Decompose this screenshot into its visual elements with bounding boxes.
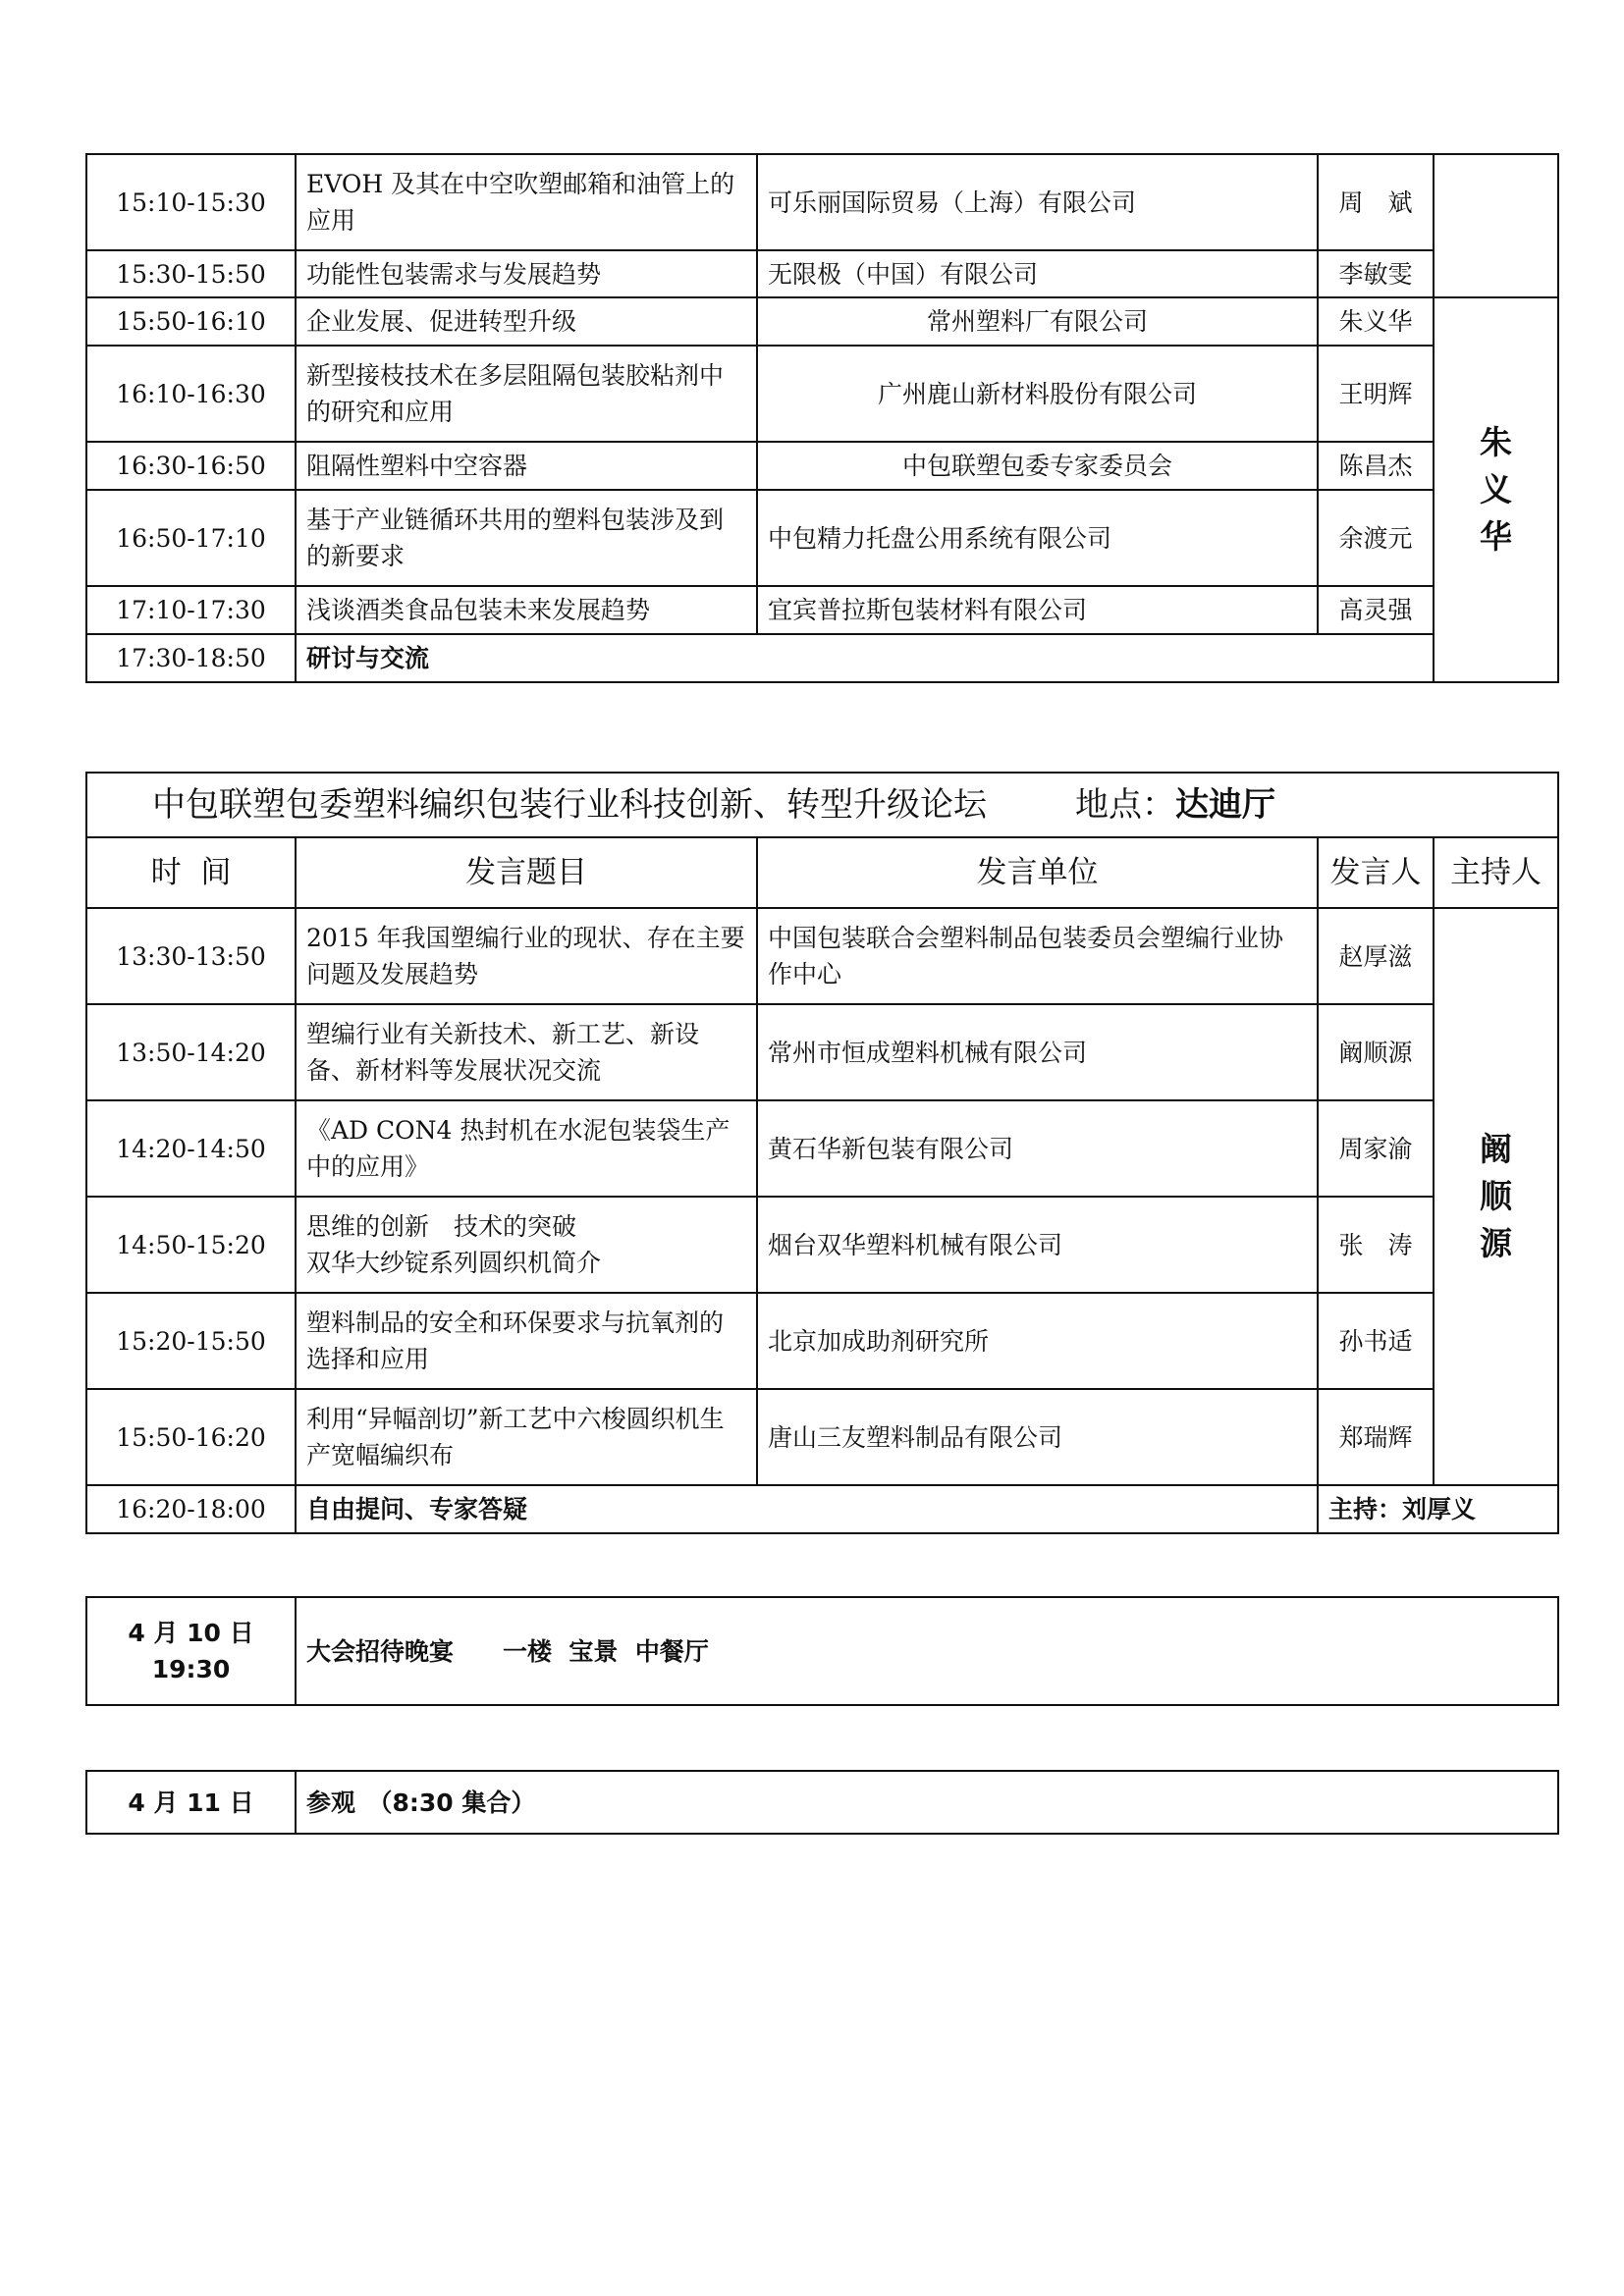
- topic-cell: 企业发展、促进转型升级: [296, 297, 757, 346]
- topic-line-1: 思维的创新 技术的突破: [306, 1212, 577, 1241]
- time-cell: 17:10-17:30: [86, 586, 296, 634]
- org-cell: 中国包装联合会塑料制品包装委员会塑编行业协作中心: [757, 908, 1318, 1004]
- time-cell: 13:50-14:20: [86, 1004, 296, 1100]
- org-cell: 常州市恒成塑料机械有限公司: [757, 1004, 1318, 1100]
- topic-cell: 浅谈酒类食品包装未来发展趋势: [296, 586, 757, 634]
- time-cell: 15:50-16:20: [86, 1389, 296, 1485]
- venue-label: 地点：: [1075, 784, 1175, 825]
- topic-cell: 塑料制品的安全和环保要求与抗氧剂的选择和应用: [296, 1293, 757, 1389]
- time-cell: 16:30-16:50: [86, 442, 296, 490]
- header-host: 主持人: [1434, 837, 1558, 908]
- speaker-cell: 阚顺源: [1318, 1004, 1434, 1100]
- speaker-cell: 张 涛: [1318, 1197, 1434, 1293]
- time-cell: 15:20-15:50: [86, 1293, 296, 1389]
- org-cell: 常州塑料厂有限公司: [757, 297, 1318, 346]
- org-cell: 中包联塑包委专家委员会: [757, 442, 1318, 490]
- time-cell: 16:20-18:00: [86, 1485, 296, 1533]
- discussion-label: 研讨与交流: [296, 634, 1434, 682]
- banquet-datetime: [86, 1597, 296, 1705]
- venue: 达迪厅: [1175, 784, 1275, 825]
- banquet-table: [85, 1596, 1559, 1706]
- org-cell: 烟台双华塑料机械有限公司: [757, 1197, 1318, 1293]
- banquet-date: 4 月 10 日: [128, 1619, 254, 1647]
- forum-title-cell: [86, 773, 1558, 837]
- org-cell: 无限极（中国）有限公司: [757, 250, 1318, 297]
- topic-line-2: 双华大纱锭系列圆织机简介: [306, 1249, 602, 1277]
- topic-cell: 阻隔性塑料中空容器: [296, 442, 757, 490]
- speaker-cell: 高灵强: [1318, 586, 1434, 634]
- speaker-cell: 孙书适: [1318, 1293, 1434, 1389]
- topic-cell: EVOH 及其在中空吹塑邮箱和油管上的应用: [296, 154, 757, 250]
- session-table-1: [85, 153, 1559, 683]
- topic-cell: 塑编行业有关新技术、新工艺、新设备、新材料等发展状况交流: [296, 1004, 757, 1100]
- speaker-cell: 周家渝: [1318, 1100, 1434, 1197]
- visit-table: [85, 1770, 1559, 1835]
- visit-event: 参观 （8:30 集合）: [296, 1771, 1558, 1834]
- speaker-cell: 周 斌: [1318, 154, 1434, 250]
- org-cell: 唐山三友塑料制品有限公司: [757, 1389, 1318, 1485]
- topic-cell: 功能性包装需求与发展趋势: [296, 250, 757, 297]
- topic-cell: 基于产业链循环共用的塑料包装涉及到的新要求: [296, 490, 757, 586]
- topic-cell: 《AD CON4 热封机在水泥包装袋生产中的应用》: [296, 1100, 757, 1197]
- banquet-time: 19:30: [151, 1655, 231, 1683]
- session-table-2: [85, 772, 1559, 1534]
- org-cell: 中包精力托盘公用系统有限公司: [757, 490, 1318, 586]
- header-org: 发言单位: [757, 837, 1318, 908]
- time-cell: 17:30-18:50: [86, 634, 296, 682]
- topic-cell: 2015 年我国塑编行业的现状、存在主要问题及发展趋势: [296, 908, 757, 1004]
- host-cell: [1434, 908, 1558, 1485]
- time-cell: 16:50-17:10: [86, 490, 296, 586]
- org-cell: 北京加成助剂研究所: [757, 1293, 1318, 1389]
- visit-date: 4 月 11 日: [86, 1771, 296, 1834]
- topic-cell: 利用“异幅剖切”新工艺中六梭圆织机生产宽幅编织布: [296, 1389, 757, 1485]
- closing-moderator: 主持：刘厚义: [1318, 1485, 1558, 1533]
- host-name: 阚顺源: [1480, 1130, 1513, 1262]
- host-cell: [1434, 297, 1558, 682]
- time-cell: 16:10-16:30: [86, 346, 296, 442]
- time-cell: 13:30-13:50: [86, 908, 296, 1004]
- header-time: 时 间: [86, 837, 296, 908]
- topic-cell: [296, 1197, 757, 1293]
- closing-label: 自由提问、专家答疑: [296, 1485, 1318, 1533]
- speaker-cell: 李敏雯: [1318, 250, 1434, 297]
- time-cell: 15:10-15:30: [86, 154, 296, 250]
- host-cell-empty: [1434, 154, 1558, 297]
- time-cell: 15:30-15:50: [86, 250, 296, 297]
- speaker-cell: 王明辉: [1318, 346, 1434, 442]
- host-name: 朱义华: [1480, 423, 1512, 556]
- org-cell: 宜宾普拉斯包装材料有限公司: [757, 586, 1318, 634]
- speaker-cell: 陈昌杰: [1318, 442, 1434, 490]
- topic-cell: 新型接枝技术在多层阻隔包装胶粘剂中的研究和应用: [296, 346, 757, 442]
- speaker-cell: 赵厚滋: [1318, 908, 1434, 1004]
- forum-title: 中包联塑包委塑料编织包装行业科技创新、转型升级论坛: [152, 784, 987, 825]
- speaker-cell: 郑瑞辉: [1318, 1389, 1434, 1485]
- banquet-event: 大会招待晚宴 一楼 宝景 中餐厅: [296, 1597, 1558, 1705]
- speaker-cell: 余渡元: [1318, 490, 1434, 586]
- org-cell: 可乐丽国际贸易（上海）有限公司: [757, 154, 1318, 250]
- time-cell: 14:50-15:20: [86, 1197, 296, 1293]
- header-speaker: 发言人: [1318, 837, 1434, 908]
- time-cell: 15:50-16:10: [86, 297, 296, 346]
- speaker-cell: 朱义华: [1318, 297, 1434, 346]
- header-topic: 发言题目: [296, 837, 757, 908]
- time-cell: 14:20-14:50: [86, 1100, 296, 1197]
- org-cell: 广州鹿山新材料股份有限公司: [757, 346, 1318, 442]
- org-cell: 黄石华新包装有限公司: [757, 1100, 1318, 1197]
